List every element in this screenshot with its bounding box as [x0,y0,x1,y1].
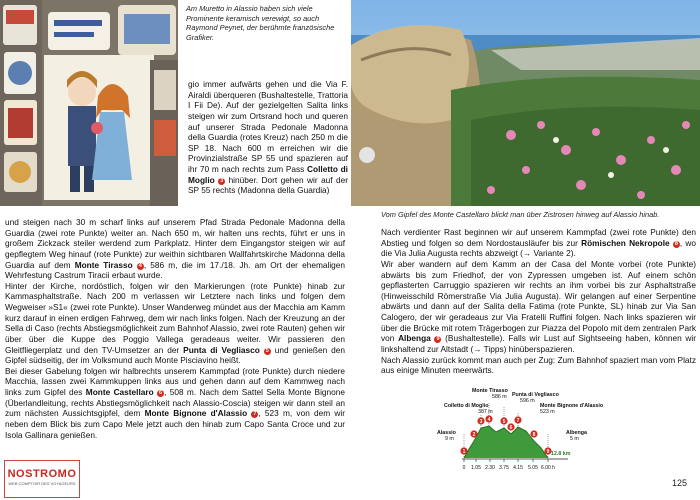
waypoint-label: 3 [479,418,483,425]
profile-label-punta-di-vegliasco: Punta di Vegliasco 596 m [512,392,559,404]
waypoint-number-icon: 6 [159,390,163,396]
profile-label-colletto-di-moglio: Colletto di Moglio 387 m [444,403,493,415]
x-tick-label: 1.05 [471,465,481,471]
waypoint-number-icon: 8 [674,240,678,247]
text-column-2 [381,227,696,376]
profile-distance: 12.8 km [551,451,571,457]
logo-name: NOSTROMO [7,468,77,480]
x-tick-label: 4.15 [513,465,523,471]
paragraph: Bei dieser Gabelung folgen wir halbrechts unserem Kammpfad (rote Punkte) durch niedere Macchia, lassen zwei Kammkuppen links aus und gehen dann auf dem Kammweg nach links zum Gipfel des Monte Castellaro 6 , 508 m. Nach dem Sattel Sella Monte Bignone (Überlandleitung, rechts Abstiegsmöglichkeit nach Alassio-Coscia) steigen wir dann steil an zum nächsten Aussichtsgipfel, dem Monte Bignone d'Alassio 7 , 523 m, von dem wir neben dem Blick bis zum Capo Mele jetzt auch den hinab zum Capo Santa Croce und zur Isola Gallinara genießen. [5,365,345,440]
profile-label-albenga: Albenga 5 m [566,430,587,442]
waypoint-label: 4 [487,416,491,423]
waypoint-number-icon: 3 [220,177,224,184]
x-tick-label: 3.75 [499,465,509,471]
waypoint-number-icon: 7 [253,411,257,418]
waypoint-number-icon: 5 [265,347,269,354]
waypoint-label: 9 [546,448,550,455]
elevation-profile [378,385,604,475]
waypoint-number-icon: 9 [436,336,440,343]
x-tick-label: 6.00 h [541,465,555,471]
profile-label-monte-bignone: Monte Bignone d'Alassio 523 m [540,403,604,415]
waypoint-label: 2 [472,431,476,438]
photo-caption-left: Am Muretto in Alassio haben sich viele Prominente keramisch verewigt, so auch Raymond Peynet, der berühmte französische Grafiker. [186,4,335,42]
waypoint-7 [514,416,521,423]
paragraph: Hinter der Kirche, nordöstlich, folgen wir den Markierungen (rote Punkte) hinab zur Kammasphaltstraße. Nach 200 m verlassen wir Letztere nach links und folgen dem Wegweiser »S1« (zwei rote Punkte). Unser Wanderweg mündet aus der Macchia am Kamm kurz darauf in einen erdigen Fahrweg, dem wir nach links folgen. Nach der Kreuzung an der Sella di Caso (rechts Abstiegsmöglichkeit zum Bahnhof Alassio, zwei rote Rauten) gehen wir über über die Kuppe des Poggio Vallega geradeaus weiter. Wir passieren den Gleitfliegerplatz und den TV-Umsetzer an der Punta di Vegliasco 5 und genießen den Gipfel südseitig, der im Volksmund auch Monte Pisciavino heißt. [5,280,346,366]
place-name: Monte Castellaro [85,387,154,397]
logo-tagline: WEB COMPTOIR DES VOYAGEURS [8,481,76,486]
ceramic-wall-photo [0,0,178,206]
waypoint-4 [485,415,492,422]
paragraph: Nach Alassio zurück kommt man auch per Zug: Zum Bahnhof spaziert man vom Platz aus einige Minuten meerwärts. [381,354,696,376]
waypoint-label: 7 [516,417,520,424]
page-number: 125 [672,478,688,488]
place-name: Colletto di Moglio [188,164,348,185]
place-name: Albenga [398,333,431,344]
waypoint-label: 6 [509,424,513,431]
place-name: Römischen Nekropole [581,237,670,248]
paragraph: Nach verdienter Rast beginnen wir auf unserem Kammpfad (zwei rote Punkte) den Abstieg und folgen so dem Nordostausläufer bis zur Römischen Nekropole 8 , wo die Via Julia Augusta rechts abzweigt (→ Variante 2). [381,227,697,259]
x-axis-ticks [463,459,556,471]
waypoint-label: 5 [502,418,506,425]
waypoint-3 [477,417,484,424]
profile-label-monte-tirasso: Monte Tirasso 586 m [472,388,508,400]
text-column-1-top: gio immer aufwärts gehen und die Via F. Airaldi überqueren (Bushaltestelle, Trattoria I Fii De). Auf der gezielgelten Salita links steigen wir zum Ortsrand hoch und queren auf unserer Strada Pedonale Madonna della Guardia (rotes Kreuz) nach 250 m die SP 18. Nach 600 m erreichen wir die Provinzialstraße SP 55 und spazieren auf ihr 70 m nach rechts zum Pass Colletto di Moglio 3 hinüber. Dort gehen wir auf der SP 55 rechts (Madonna della Guardia) [188,79,348,196]
waypoint-6 [507,423,514,430]
publisher-logo [4,460,80,498]
paragraph: Wir aber wandern auf dem Kamm an der Casa del Monte vorbei (rote Punkte) abwärts bis zum Friedhof, der von Zypressen umgeben ist. Auf einem schön gepflasterten Carruggio spazieren wir rechts an ihm vorbei bis zur Asphaltstraße (Hinweisschild Römerstraße Via Julia Augusta). Wir gelangen auf einer Serpentine abwärts und dann auf der Salita della Fatima (rote Punkte, SL) hinab zur Via San Calogero, der wir geradeaus zur Via Fratelli Ruffini folgen. Nach links spazieren wir über die Brücke mit rotem Trägerbogen zur Piazza del Popolo mit dem zentralen Park von Albenga 9 (Bushaltestelle). Falls wir Lust auf Sightseeing haben, können wir linkshaltend zur Altstadt (→ Tipps) hinüberspazieren. [381,258,696,354]
place-name: Monte Tirasso [74,259,133,270]
waypoint-label: 8 [532,431,536,438]
paragraph: und steigen nach 30 m scharf links auf unserem Pfad Strada Pedonale Madonna della Guardia (zwei rote Punkte) weiter an. Nach 650 m, wir halten uns rechts, führt er uns in großem Zickzack steiler werdend zum Parkplatz. Hinter dem Eingangstor steigen wir auf gepflegtem Weg hinauf (rote Punkte) zur weithin sichtbaren Wallfahrtskirche Madonna della Guardia auf dem Monte Tirasso 4 , 586 m, die im 17./18. Jh. am Ort der ehemaligen Wehrfestung Castrum Tiracii erbaut wurde. [5,217,346,281]
monte-castellaro-photo [351,0,700,206]
place-name: Punta di Vegliasco [183,344,260,355]
text-column-1-bottom [5,217,345,440]
waypoint-5 [500,417,507,424]
x-tick-label: 0 [462,465,466,471]
place-name: Monte Bignone d'Alassio [144,408,248,419]
photo-caption-right: Vom Gipfel des Monte Castellaro blickt man über Zistrosen hinweg auf Alassio hinab. [381,210,660,219]
waypoint-8 [530,430,537,437]
x-tick-label: 5.05 [528,465,538,471]
waypoint-label: 1 [462,448,466,455]
x-tick-label: 2.30 [485,465,495,471]
profile-label-alassio: Alassio 9 m [437,430,456,442]
waypoint-number-icon: 4 [138,262,142,269]
